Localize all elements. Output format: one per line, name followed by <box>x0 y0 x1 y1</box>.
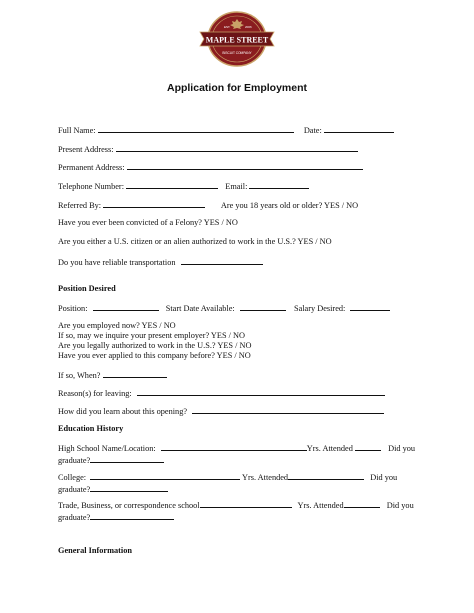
permanent-address-field[interactable] <box>127 161 363 170</box>
position-field[interactable] <box>93 302 159 311</box>
position-desired-heading: Position Desired <box>58 284 116 293</box>
full-name-field[interactable] <box>98 124 294 133</box>
high-school-yrs-label: Yrs. Attended <box>306 444 353 453</box>
age-question: Are you 18 years old or older? YES / NO <box>220 201 359 210</box>
if-so-when-field[interactable] <box>103 369 167 378</box>
college-graduate-field[interactable] <box>90 483 168 492</box>
transportation-question: Do you have reliable transportation <box>58 258 176 267</box>
trade-did-you: Did you <box>386 501 414 510</box>
page-title: Application for Employment <box>166 82 307 94</box>
present-address-row <box>58 143 358 155</box>
if-so-when-row <box>58 369 167 381</box>
svg-text:2006: 2006 <box>245 25 252 29</box>
permanent-address-row <box>58 161 363 173</box>
reasons-leaving-row <box>58 387 385 399</box>
present-address-field[interactable] <box>116 143 358 152</box>
legally-authorized-question: Are you legally authorized to work in the U.S.? YES / NO <box>58 341 252 350</box>
trade-school-field[interactable] <box>200 499 292 508</box>
date-label: Date: <box>303 126 322 135</box>
salary-label: Salary Desired: <box>293 304 346 313</box>
college-yrs-field[interactable] <box>288 471 364 480</box>
email-field[interactable] <box>249 180 309 189</box>
logo-name: MAPLE STREET <box>205 35 269 45</box>
transportation-row <box>58 256 263 268</box>
college-yrs-label: Yrs. Attended <box>241 473 289 482</box>
reasons-leaving-label: Reason(s) for leaving: <box>58 389 132 398</box>
referred-by-row <box>58 199 358 211</box>
referred-by-field[interactable] <box>103 199 205 208</box>
education-history-heading: Education History <box>58 424 124 433</box>
if-so-when-label: If so, When? <box>58 371 101 380</box>
how-learned-field[interactable] <box>192 405 384 414</box>
high-school-did-you: Did you <box>388 444 416 453</box>
trade-school-block <box>58 499 414 523</box>
felony-question: Have you ever been convicted of a Felony? YES / NO <box>58 218 238 227</box>
inquire-employer-question: If so, may we inquire your present employer? YES / NO <box>58 331 246 340</box>
trade-graduate-label: graduate? <box>58 513 91 522</box>
employment-questions <box>58 321 251 361</box>
high-school-block <box>58 442 415 466</box>
college-block <box>58 471 397 495</box>
position-row <box>58 302 390 314</box>
start-date-label: Start Date Available: <box>165 304 235 313</box>
high-school-field[interactable] <box>161 442 307 451</box>
college-graduate-label: graduate? <box>58 485 91 494</box>
salary-field[interactable] <box>350 302 390 311</box>
trade-yrs-field[interactable] <box>344 499 380 508</box>
high-school-graduate-label: graduate? <box>58 456 91 465</box>
college-field[interactable] <box>90 471 240 480</box>
college-label: College: <box>58 473 87 482</box>
telephone-row <box>58 180 309 192</box>
email-label: Email: <box>225 182 248 191</box>
telephone-field[interactable] <box>126 180 218 189</box>
college-did-you: Did you <box>370 473 398 482</box>
citizen-question: Are you either a U.S. citizen or an alien authorized to work in the U.S.? YES / NO <box>58 237 332 246</box>
svg-text:EST.: EST. <box>224 25 231 29</box>
present-address-label: Present Address: <box>58 145 114 154</box>
position-label: Position: <box>58 304 88 313</box>
full-name-row <box>58 124 394 136</box>
reasons-leaving-field[interactable] <box>137 387 385 396</box>
high-school-label: High School Name/Location: <box>58 444 156 453</box>
maple-street-logo <box>197 10 277 68</box>
transportation-field[interactable] <box>181 256 263 265</box>
how-learned-row <box>58 405 384 417</box>
trade-yrs-label: Yrs. Attended <box>297 501 344 510</box>
high-school-graduate-field[interactable] <box>90 454 164 463</box>
start-date-field[interactable] <box>240 302 286 311</box>
permanent-address-label: Permanent Address: <box>58 163 125 172</box>
general-information-heading: General Information <box>58 546 132 555</box>
high-school-yrs-field[interactable] <box>355 442 381 451</box>
trade-graduate-field[interactable] <box>90 511 174 520</box>
how-learned-label: How did you learn about this opening? <box>58 407 188 416</box>
telephone-label: Telephone Number: <box>58 182 125 191</box>
employed-now-question: Are you employed now? YES / NO <box>58 321 176 330</box>
full-name-label: Full Name: <box>58 126 96 135</box>
trade-school-label: Trade, Business, or correspondence school <box>58 501 200 510</box>
referred-by-label: Referred By: <box>58 201 102 210</box>
logo-tagline: BISCUIT COMPANY <box>222 51 252 55</box>
date-field[interactable] <box>324 124 394 133</box>
applied-before-question: Have you ever applied to this company before? YES / NO <box>58 351 251 360</box>
